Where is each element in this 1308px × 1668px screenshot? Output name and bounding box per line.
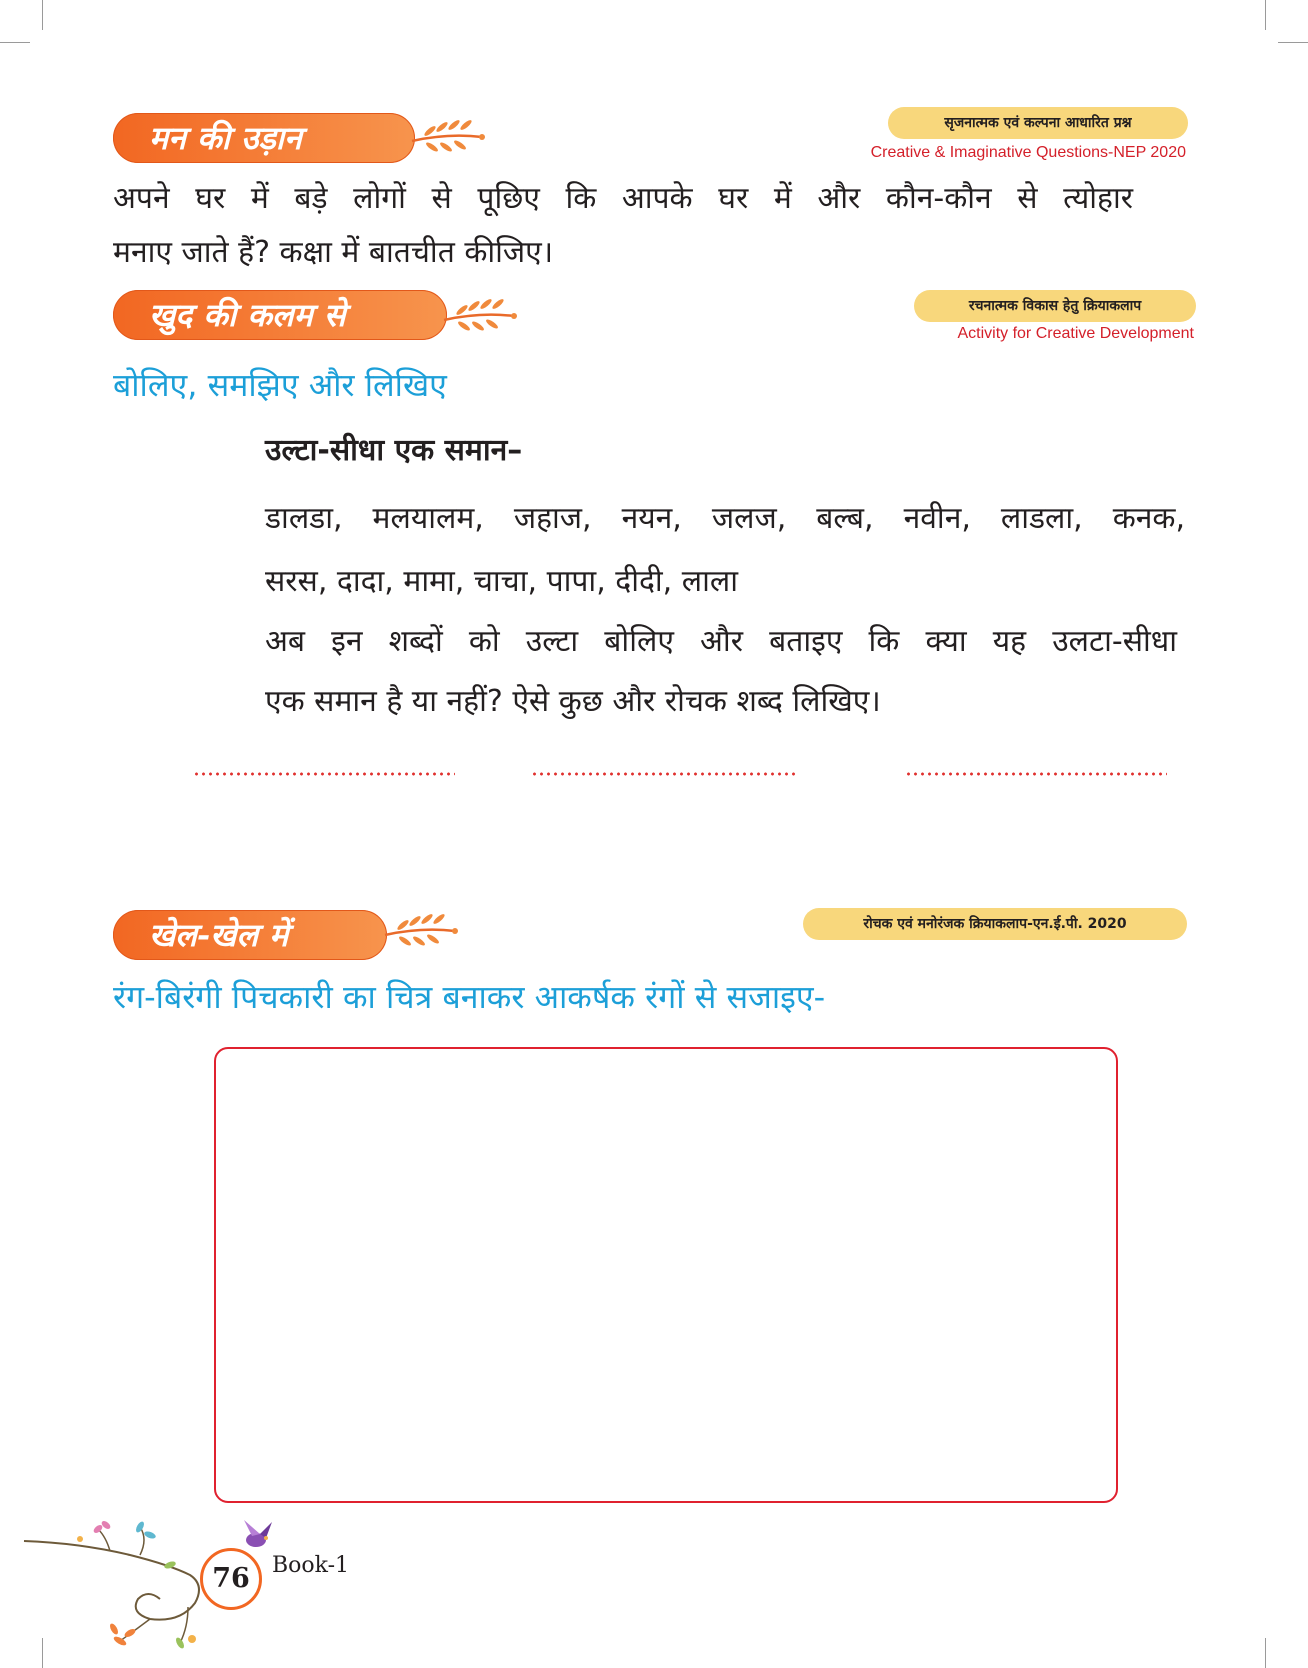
answer-blank[interactable] (905, 772, 1167, 776)
drawing-area[interactable] (214, 1047, 1118, 1503)
crop-mark (1278, 42, 1308, 43)
sprig-icon (408, 111, 486, 161)
section-subtitle: Creative & Imaginative Questions-NEP 2020 (870, 144, 1186, 161)
sprig-icon (440, 290, 518, 340)
question-line-1: अपने घर में बड़े लोगों से पूछिए कि आपके घर में और कौन-कौन से त्योहार (113, 181, 1133, 216)
page-number: 76 (200, 1548, 262, 1610)
answer-blank[interactable] (531, 772, 797, 776)
sprig-icon (381, 905, 459, 955)
drawing-instruction: रंग-बिरंगी पिचकारी का चित्र बनाकर आकर्षक रंगों से सजाइए- (113, 978, 826, 1016)
instruction: बोलिए, समझिए और लिखिए (113, 366, 447, 404)
question-line-2: मनाए जाते हैं? कक्षा में बातचीत कीजिए। (113, 235, 554, 270)
section-tag: सृजनात्मक एवं कल्पना आधारित प्रश्न (888, 107, 1188, 139)
crop-mark (1265, 1638, 1266, 1668)
task-line-1: अब इन शब्दों को उल्टा बोलिए और बताइए कि क्या यह उलटा-सीधा (265, 624, 1177, 659)
section-title-man-ki-udaan: मन की उड़ान (113, 113, 415, 163)
words-line-2: सरस, दादा, मामा, चाचा, पापा, दीदी, लाला (265, 564, 738, 599)
book-label: Book-1 (272, 1553, 350, 1578)
section-subtitle: Activity for Creative Development (957, 325, 1194, 342)
activity-heading: उल्टा-सीधा एक समान– (265, 433, 523, 468)
task-line-2: एक समान है या नहीं? ऐसे कुछ और रोचक शब्द लिखिए। (265, 684, 881, 719)
section-title-khel-khel-mein: खेल-खेल में (113, 910, 387, 960)
words-line-1: डालडा, मलयालम, जहाज, नयन, जलज, बल्ब, नवीन, लाडला, कनक, (265, 501, 1185, 536)
answer-blank[interactable] (193, 772, 455, 776)
crop-mark (1265, 0, 1266, 30)
section-tag: रचनात्मक विकास हेतु क्रियाकलाप (914, 290, 1196, 322)
section-tag: रोचक एवं मनोरंजक क्रियाकलाप-एन.ई.पी. 2020 (803, 908, 1187, 940)
crop-mark (0, 42, 30, 43)
crop-mark (42, 0, 43, 30)
bird-icon (238, 1518, 278, 1552)
section-title-khud-ki-kalam-se: खुद की कलम से (113, 290, 447, 340)
